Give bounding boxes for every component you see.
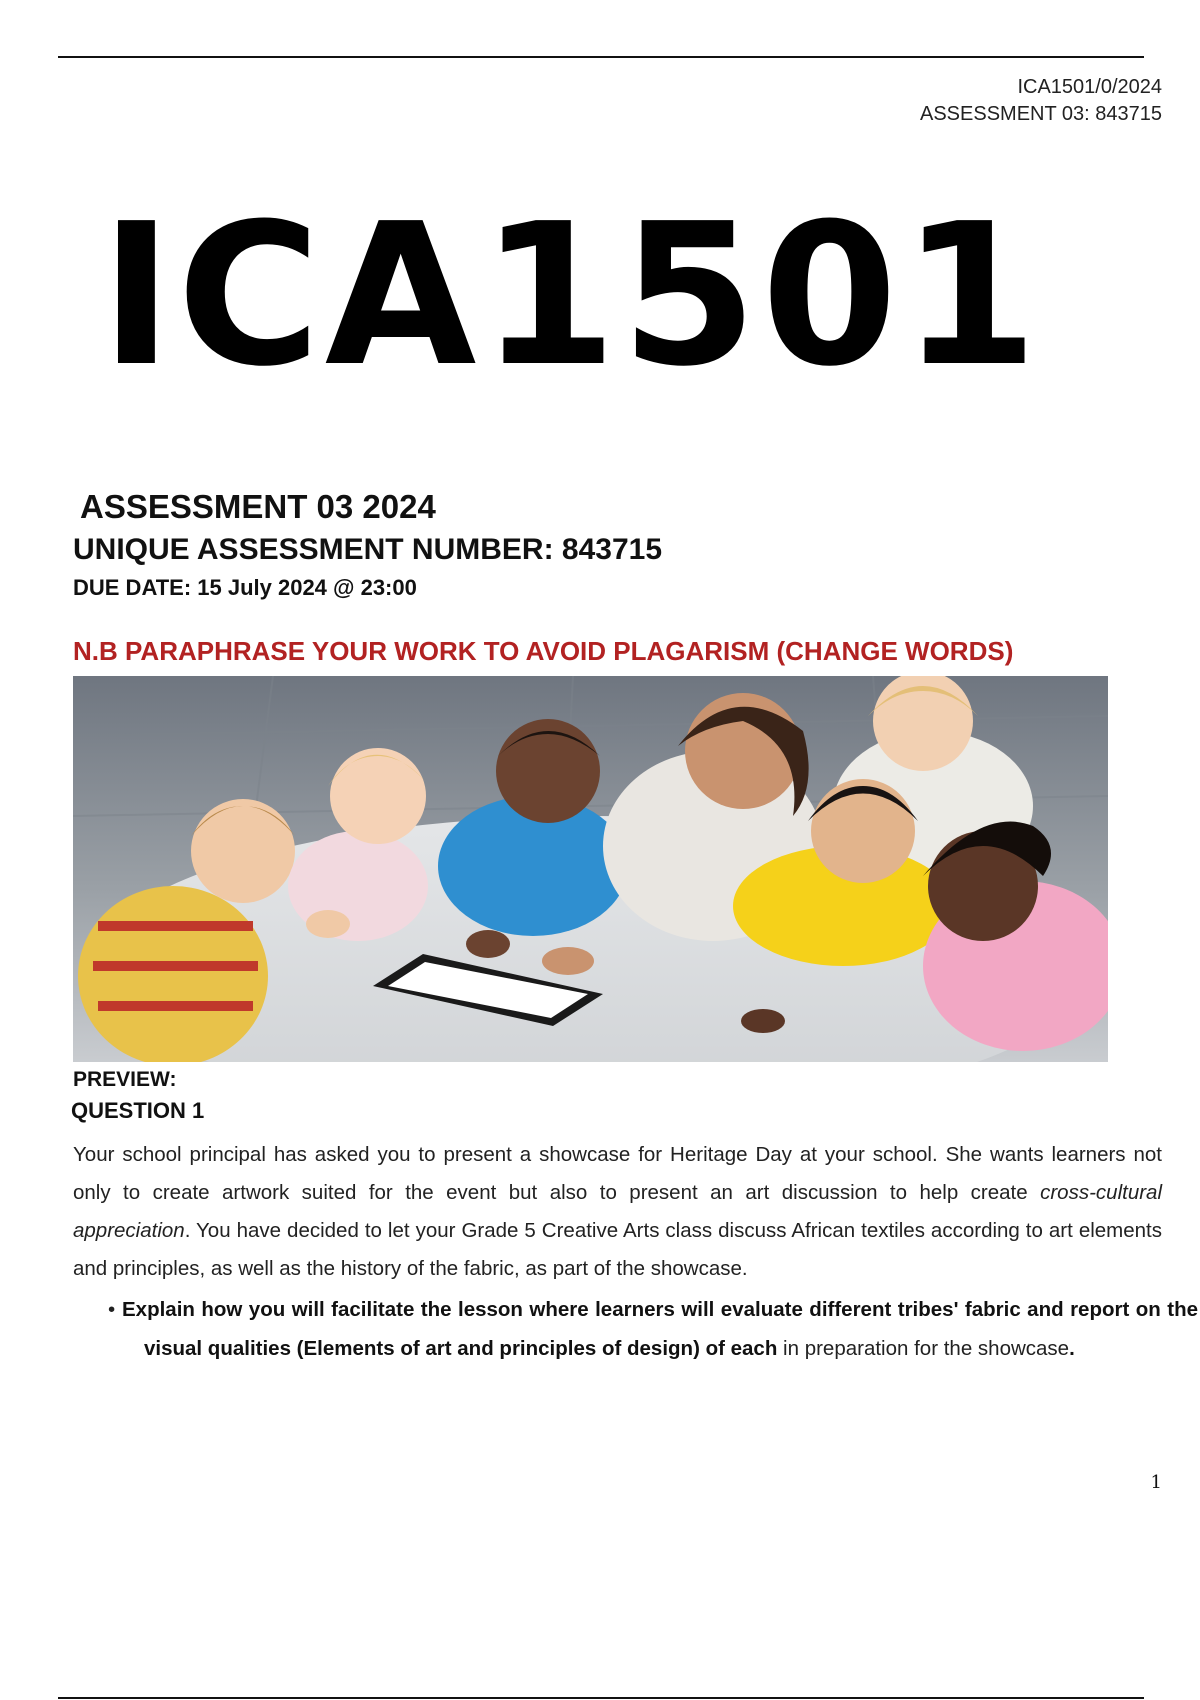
- task-bold-text: Explain how you will facilitate the lesson where learners will evaluate different tribes' fabric and report on the visual qualities (Elements of art and principles of design) of each: [122, 1298, 1198, 1360]
- paragraph-text-part-2: . You have decided to let your Grade 5 Creative Arts class discuss African textiles according to art elements and principles, as well as the history of the fabric, as part of the showcase.: [73, 1219, 1162, 1280]
- top-rule: [58, 56, 1144, 58]
- assessment-reference: ASSESSMENT 03: 843715: [920, 103, 1162, 125]
- unique-assessment-number: UNIQUE ASSESSMENT NUMBER: 843715: [73, 533, 663, 566]
- plagiarism-warning: N.B PARAPHRASE YOUR WORK TO AVOID PLAGARISM (CHANGE WORDS): [73, 636, 1014, 666]
- course-code-title: ICA1501: [100, 182, 1042, 410]
- module-reference: ICA1501/0/2024: [1017, 76, 1162, 98]
- due-date: DUE DATE: 15 July 2024 @ 23:00: [73, 575, 417, 600]
- classroom-photo: [73, 676, 1108, 1062]
- assessment-title: ASSESSMENT 03 2024: [80, 488, 436, 525]
- paragraph-italic-term: cross-cultural appreciation: [73, 1181, 1162, 1242]
- task-regular-text: in preparation for the showcase: [777, 1337, 1070, 1360]
- preview-label: PREVIEW:: [73, 1068, 177, 1091]
- bottom-rule: [58, 1697, 1144, 1699]
- document-reference: [920, 74, 1162, 128]
- task-end-punctuation: .: [1069, 1337, 1075, 1360]
- bullet-icon: •: [108, 1298, 116, 1321]
- paragraph-text-part-1: Your school principal has asked you to present a showcase for Heritage Day at your school. She wants learners not only to create artwork suited for the event but also to present an art discussion to help create: [73, 1143, 1162, 1204]
- page-number: 1: [1150, 1472, 1162, 1493]
- task-bullet-item: [108, 1290, 1198, 1368]
- question-paragraph: [73, 1136, 1162, 1288]
- question-heading: QUESTION 1: [71, 1098, 205, 1123]
